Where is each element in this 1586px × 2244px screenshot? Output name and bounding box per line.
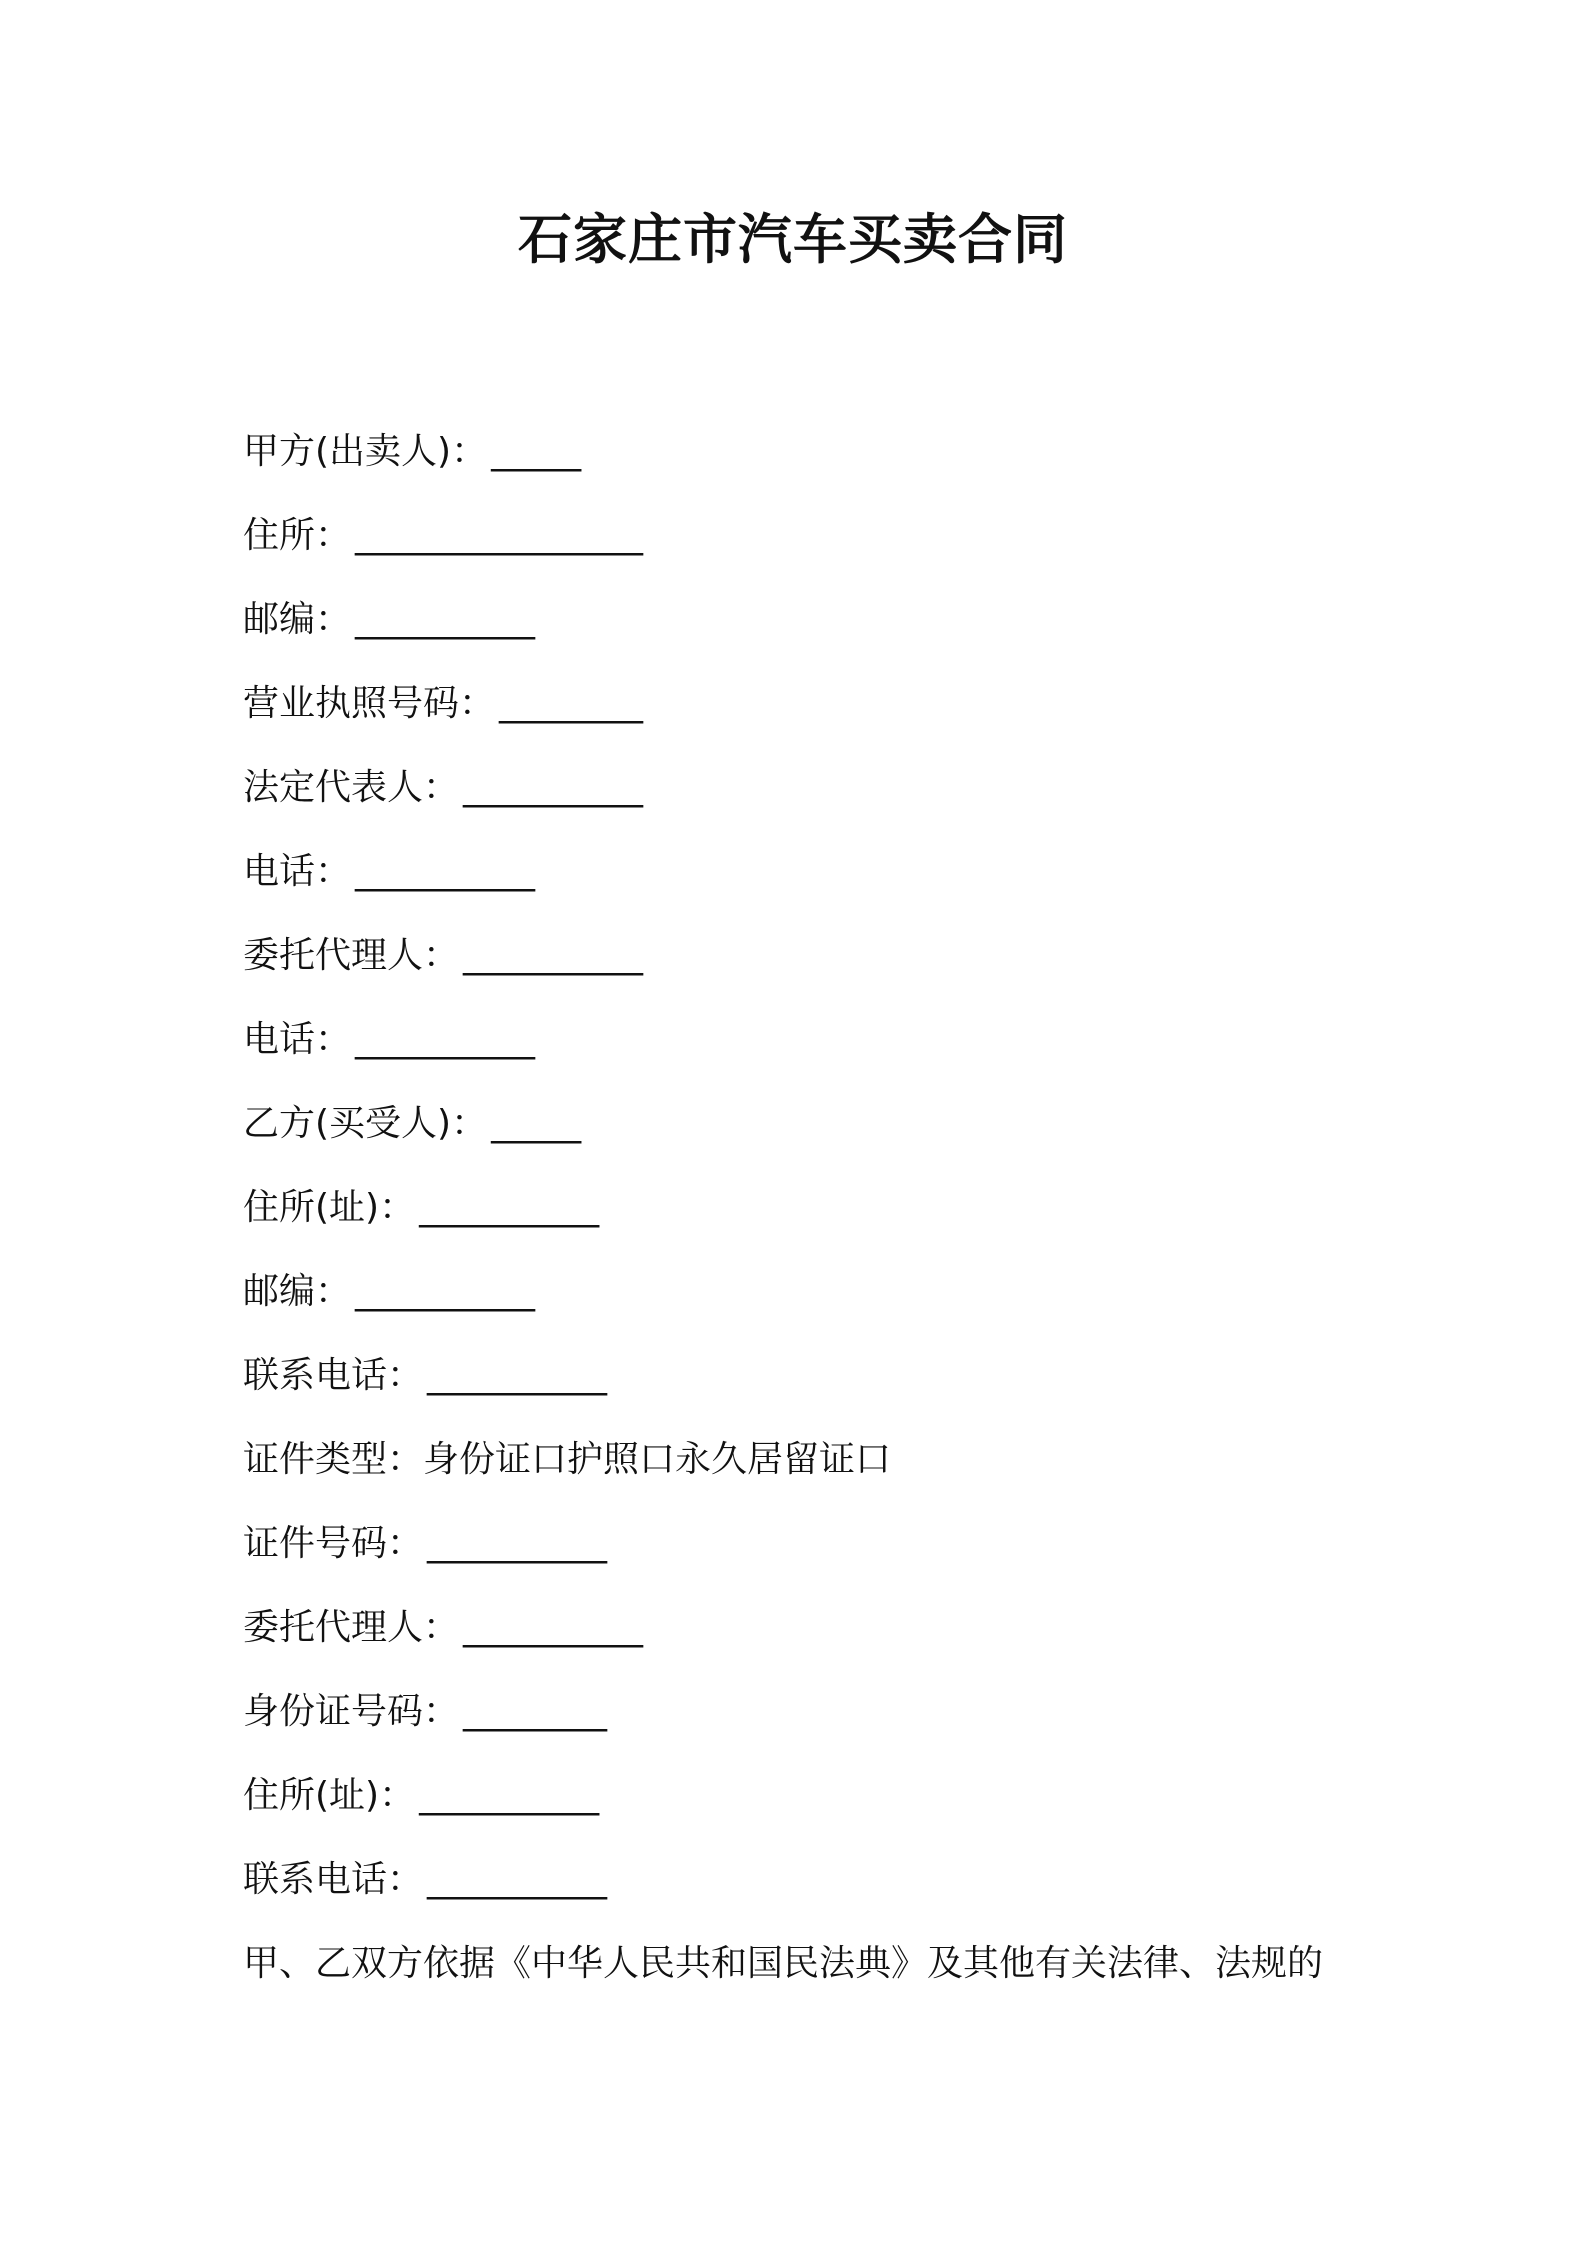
id-type-options: 身份证口护照口永久居留证口 xyxy=(423,1439,892,1480)
field-label: 住所(址)： xyxy=(243,1775,416,1816)
field-label: 甲方(出卖人)： xyxy=(243,431,488,472)
field-seller-postcode xyxy=(243,578,1393,662)
field-blank: __________ xyxy=(355,1271,536,1312)
field-blank: __________ xyxy=(427,1355,608,1396)
field-label: 身份证号码： xyxy=(243,1691,460,1732)
contract-fields xyxy=(243,410,1393,2006)
field-label: 证件类型： xyxy=(243,1439,424,1480)
field-label: 委托代理人： xyxy=(243,935,460,976)
field-blank: __________ xyxy=(355,1019,536,1060)
field-id-type xyxy=(243,1418,1393,1502)
field-agent-phone xyxy=(243,1838,1393,1922)
field-buyer-address xyxy=(243,1166,1393,1250)
field-label: 证件号码： xyxy=(243,1523,424,1564)
field-agent-address xyxy=(243,1754,1393,1838)
field-blank: __________ xyxy=(427,1859,608,1900)
field-blank: ________ xyxy=(499,683,644,724)
field-label: 邮编： xyxy=(243,599,352,640)
field-blank: _____ xyxy=(491,431,582,472)
field-blank: __________ xyxy=(463,1607,644,1648)
contract-intro-paragraph: 甲、乙双方依据《中华人民共和国民法典》及其他有关法律、法规的 xyxy=(243,1943,1324,1984)
field-label: 电话： xyxy=(243,1019,352,1060)
field-label: 营业执照号码： xyxy=(243,683,496,724)
document-title: 石家庄市汽车买卖合同 xyxy=(518,208,1068,271)
field-business-license xyxy=(243,662,1393,746)
field-label: 乙方(买受人)： xyxy=(243,1103,488,1144)
field-blank: _____ xyxy=(491,1103,582,1144)
field-blank: __________ xyxy=(463,767,644,808)
field-blank: ________ xyxy=(463,1691,608,1732)
field-blank: __________ xyxy=(419,1187,600,1228)
field-buyer-agent xyxy=(243,1586,1393,1670)
field-label: 联系电话： xyxy=(243,1859,424,1900)
field-seller-phone xyxy=(243,830,1393,914)
field-blank: __________ xyxy=(355,851,536,892)
field-legal-representative xyxy=(243,746,1393,830)
field-label: 法定代表人： xyxy=(243,767,460,808)
field-agent-id-number xyxy=(243,1670,1393,1754)
field-blank: __________ xyxy=(427,1523,608,1564)
field-seller-address xyxy=(243,494,1393,578)
field-blank: ________________ xyxy=(355,515,644,556)
field-label: 联系电话： xyxy=(243,1355,424,1396)
field-blank: __________ xyxy=(355,599,536,640)
field-label: 住所(址)： xyxy=(243,1187,416,1228)
field-seller xyxy=(243,410,1393,494)
field-buyer xyxy=(243,1082,1393,1166)
field-blank: __________ xyxy=(463,935,644,976)
field-seller-agent-phone xyxy=(243,998,1393,1082)
field-id-number xyxy=(243,1502,1393,1586)
field-seller-agent xyxy=(243,914,1393,998)
field-label: 委托代理人： xyxy=(243,1607,460,1648)
field-label: 住所： xyxy=(243,515,352,556)
field-blank: __________ xyxy=(419,1775,600,1816)
field-buyer-postcode xyxy=(243,1250,1393,1334)
field-label: 电话： xyxy=(243,851,352,892)
field-label: 邮编： xyxy=(243,1271,352,1312)
field-buyer-phone xyxy=(243,1334,1393,1418)
